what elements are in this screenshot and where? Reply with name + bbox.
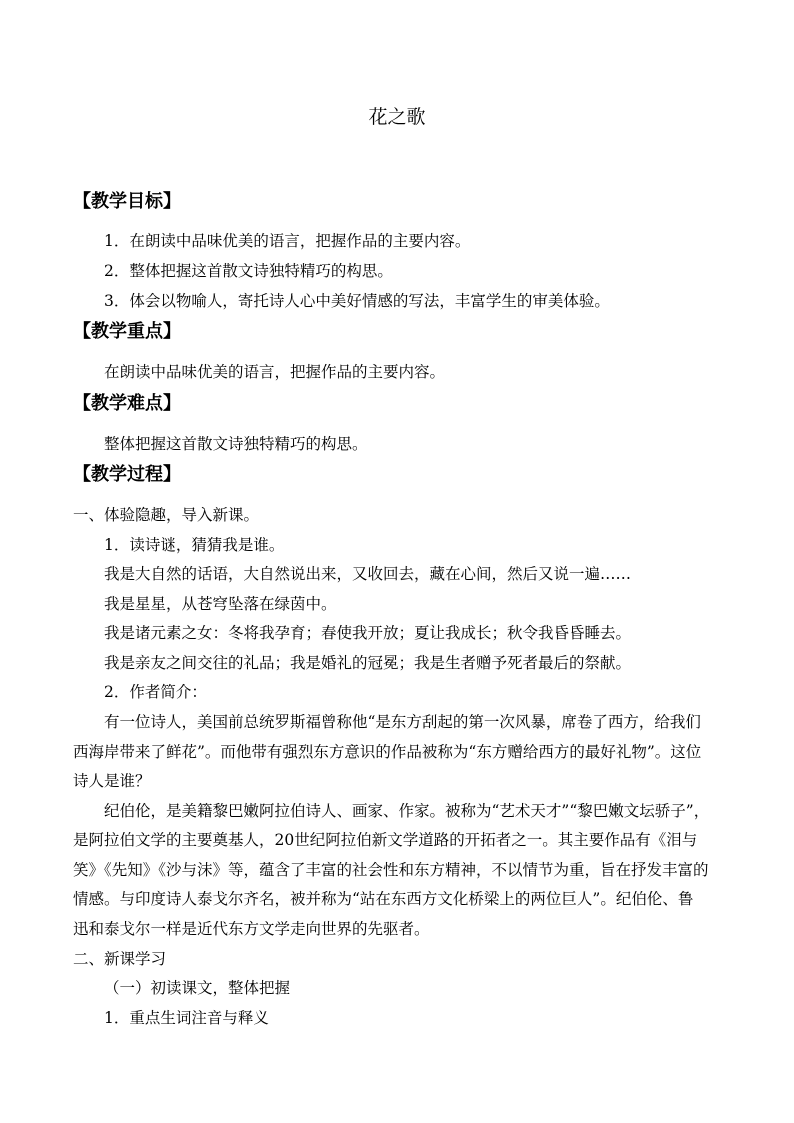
- bio-line-4: 情感。与印度诗人泰戈尔齐名，被并称为“站在东西方文化桥梁上的两位巨人”。纪伯伦、鲁: [73, 890, 694, 908]
- process-heading: 【教学过程】: [73, 464, 181, 485]
- goal-item-2: 2．整体把握这首散文诗独特精巧的构思。: [104, 262, 393, 280]
- key-points-text: 在朗读中品味优美的语言，把握作品的主要内容。: [104, 363, 446, 381]
- part1-title: 一、体验隐趣，导入新课。: [73, 506, 260, 524]
- bio-line-3: 笑》《先知》《沙与沫》等，蕴含了丰富的社会性和东方精神，不以情节为重，旨在抒发丰富的: [73, 861, 709, 879]
- document-title: 花之歌: [368, 106, 426, 128]
- key-points-heading: 【教学重点】: [73, 321, 181, 342]
- difficulties-text: 整体把握这首散文诗独特精巧的构思。: [104, 435, 368, 453]
- bio-line-2: 是阿拉伯文学的主要奠基人，20世纪阿拉伯新文学道路的开拓者之一。其主要作品有《泪与: [73, 831, 698, 849]
- part2-title: 二、新课学习: [73, 950, 167, 968]
- bio-line-1: 纪伯伦，是美籍黎巴嫩阿拉伯诗人、画家、作家。被称为“艺术天才”“黎巴嫩文坛骄子”，: [104, 802, 710, 820]
- step2-text: 2．作者简介：: [104, 683, 207, 701]
- bio-line-5: 迅和泰戈尔一样是近代东方文学走向世界的先驱者。: [73, 920, 430, 938]
- sub1-title: （一）初读课文，整体把握: [104, 979, 291, 997]
- step1-text: 1．读诗谜，猜猜我是谁。: [104, 536, 285, 554]
- goal-item-1: 1．在朗读中品味优美的语言，把握作品的主要内容。: [104, 232, 471, 250]
- riddle-line-1: 我是大自然的话语，大自然说出来，又收回去，藏在心间，然后又说一遍……: [104, 565, 632, 583]
- intro-line-2: 西海岸带来了鲜花”。而他带有强烈东方意识的作品被称为“东方赠给西方的最好礼物”。这位: [73, 743, 702, 761]
- riddle-line-4: 我是亲友之间交往的礼品；我是婚礼的冠冕；我是生者赠予死者最后的祭献。: [104, 654, 632, 672]
- intro-line-3: 诗人是谁？: [73, 772, 151, 790]
- intro-line-1: 有一位诗人，美国前总统罗斯福曾称他“是东方刮起的第一次风暴，席卷了西方，给我们: [104, 713, 701, 731]
- goal-item-3: 3．体会以物喻人，寄托诗人心中美好情感的写法，丰富学生的审美体验。: [104, 292, 610, 310]
- riddle-line-3: 我是诸元素之女：冬将我孕育；春使我开放；夏让我成长；秋令我昏昏睡去。: [104, 624, 632, 642]
- riddle-line-2: 我是星星，从苍穹坠落在绿茵中。: [104, 595, 337, 613]
- sub1-item1: 1．重点生词注音与释义: [104, 1009, 269, 1027]
- goals-heading: 【教学目标】: [73, 191, 181, 212]
- difficulties-heading: 【教学难点】: [73, 393, 181, 414]
